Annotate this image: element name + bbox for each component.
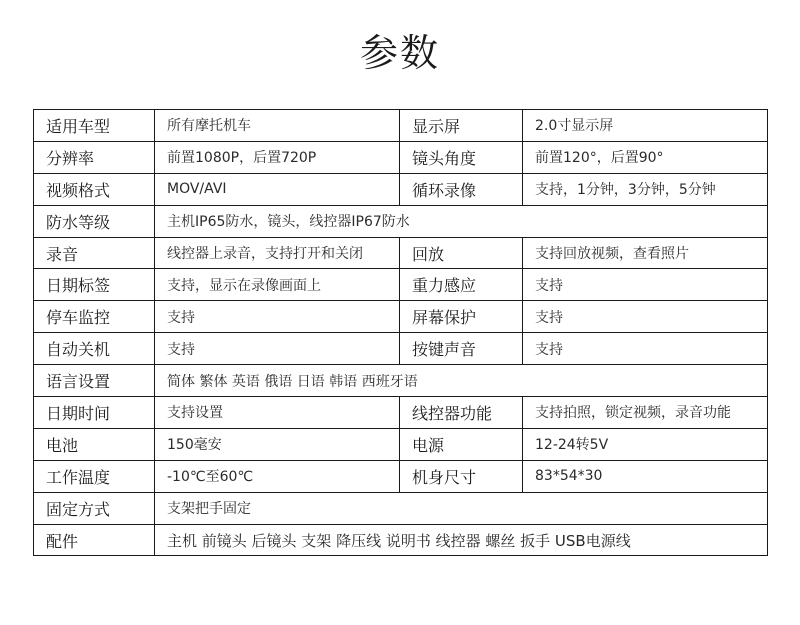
- table-row: [34, 365, 768, 397]
- spec-value: 支架把手固定: [155, 492, 768, 524]
- spec-label: 自动关机: [34, 333, 155, 365]
- table-row: [34, 237, 768, 269]
- spec-label: 语言设置: [34, 365, 155, 397]
- table-row: [34, 205, 768, 237]
- table-row: [34, 173, 768, 205]
- spec-value: 线控器上录音，支持打开和关闭: [155, 237, 400, 269]
- spec-value: 简体 繁体 英语 俄语 日语 韩语 西班牙语: [155, 365, 768, 397]
- spec-value: 支持，1分钟，3分钟，5分钟: [523, 173, 768, 205]
- spec-value: 支持: [155, 333, 400, 365]
- spec-value: 支持: [523, 333, 768, 365]
- spec-label: 机身尺寸: [400, 460, 523, 492]
- page-title: 参数: [359, 31, 440, 75]
- table-row: [34, 524, 768, 556]
- spec-label: 防水等级: [34, 205, 155, 237]
- table-row: [34, 269, 768, 301]
- spec-value: 所有摩托机车: [155, 110, 400, 142]
- spec-table: [33, 109, 768, 556]
- spec-label: 屏幕保护: [400, 301, 523, 333]
- spec-label: 日期标签: [34, 269, 155, 301]
- spec-value: 主机IP65防水，镜头，线控器IP67防水: [155, 205, 768, 237]
- spec-value: 2.0寸显示屏: [523, 110, 768, 142]
- spec-label: 回放: [400, 237, 523, 269]
- table-row: [34, 141, 768, 173]
- spec-label: 镜头角度: [400, 141, 523, 173]
- spec-value: 支持: [155, 301, 400, 333]
- spec-label: 适用车型: [34, 110, 155, 142]
- table-row: [34, 492, 768, 524]
- spec-value: 支持设置: [155, 397, 400, 429]
- spec-label: 显示屏: [400, 110, 523, 142]
- spec-label: 工作温度: [34, 460, 155, 492]
- spec-label: 电源: [400, 428, 523, 460]
- spec-value: 支持，显示在录像画面上: [155, 269, 400, 301]
- spec-value: 支持: [523, 269, 768, 301]
- table-row: [34, 460, 768, 492]
- spec-value: 支持回放视频，查看照片: [523, 237, 768, 269]
- spec-label: 线控器功能: [400, 397, 523, 429]
- table-row: [34, 333, 768, 365]
- spec-label: 视频格式: [34, 173, 155, 205]
- spec-value: 支持拍照，锁定视频，录音功能: [523, 397, 768, 429]
- spec-value: -10℃至60℃: [155, 460, 400, 492]
- spec-label: 电池: [34, 428, 155, 460]
- spec-label: 停车监控: [34, 301, 155, 333]
- table-row: [34, 301, 768, 333]
- spec-label: 按键声音: [400, 333, 523, 365]
- spec-value: 支持: [523, 301, 768, 333]
- spec-label: 固定方式: [34, 492, 155, 524]
- spec-value: 150毫安: [155, 428, 400, 460]
- spec-value: 主机 前镜头 后镜头 支架 降压线 说明书 线控器 螺丝 扳手 USB电源线: [155, 524, 768, 556]
- spec-value: 前置120°，后置90°: [523, 141, 768, 173]
- spec-label: 循环录像: [400, 173, 523, 205]
- spec-label: 配件: [34, 524, 155, 556]
- spec-label: 录音: [34, 237, 155, 269]
- spec-label: 分辨率: [34, 141, 155, 173]
- spec-value: MOV/AVI: [155, 173, 400, 205]
- spec-value: 83*54*30: [523, 460, 768, 492]
- spec-value: 12-24转5V: [523, 428, 768, 460]
- spec-label: 日期时间: [34, 397, 155, 429]
- table-row: [34, 428, 768, 460]
- table-row: [34, 110, 768, 142]
- spec-label: 重力感应: [400, 269, 523, 301]
- table-row: [34, 397, 768, 429]
- spec-value: 前置1080P，后置720P: [155, 141, 400, 173]
